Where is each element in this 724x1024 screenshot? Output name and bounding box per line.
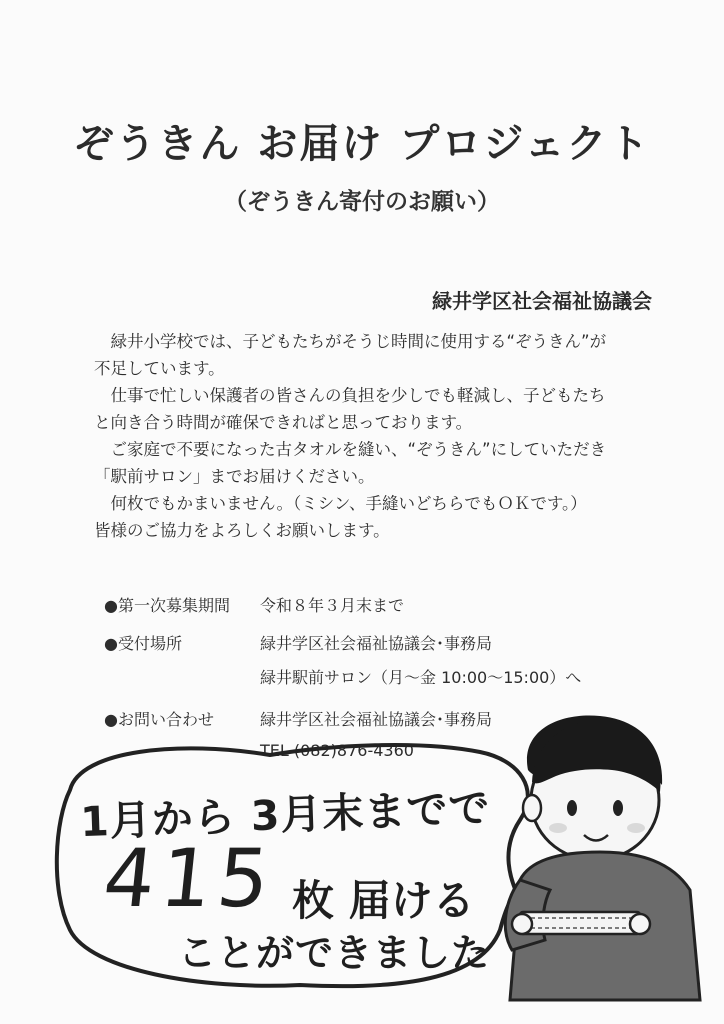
place-value-2: 緑井駅前サロン（月～金 10:00～15:00）へ	[260, 668, 582, 687]
zoukin-icon	[520, 912, 640, 934]
boy-left-hand-icon	[512, 914, 532, 934]
boy-ear-icon	[523, 795, 541, 821]
body-paragraph-4: 何枚でもかまいません。（ミシン、手縫いどちらでもＯＫです。） 皆様のご協力をよろしくお願いします。	[94, 494, 587, 540]
handwritten-line-1: 1月から 3月末までで	[79, 783, 492, 847]
contact-value-2: TEL (082)876-4360	[260, 741, 414, 760]
boy-blush-left-icon	[549, 823, 567, 833]
period-value: 令和８年３月末まで	[260, 596, 405, 615]
boy-blush-right-icon	[627, 823, 645, 833]
page-title: ぞうきん お届け プロジェクト	[73, 121, 651, 167]
organization-name: 緑井学区社会福祉協議会	[432, 289, 652, 313]
place-value-1: 緑井学区社会福祉協議会･事務局	[260, 634, 493, 653]
handwritten-line-2: 枚 届ける	[292, 876, 475, 925]
body-paragraph-1: 緑井小学校では、子どもたちがそうじ時間に使用する“ぞうきん”が 不足しています。	[94, 332, 607, 378]
handwritten-count: 415	[99, 832, 280, 925]
period-label: ●第一次募集期間	[104, 596, 230, 615]
boy-left-eye-icon	[567, 800, 577, 816]
body-paragraph-3: ご家庭で不要になった古タオルを縫い、“ぞうきん”にしていただき 「駅前サロン」までお届けください。	[94, 440, 607, 486]
boy-right-hand-icon	[630, 914, 650, 934]
contact-label: ●お問い合わせ	[104, 710, 214, 729]
handwritten-line-3: ことができました	[178, 931, 491, 975]
body-paragraph-2: 仕事で忙しい保護者の皆さんの負担を少しでも軽減し、子どもたち と向き合う時間が確保できればと思っております。	[94, 386, 606, 432]
page-subtitle: （ぞうきん寄付のお願い）	[224, 189, 500, 215]
contact-value-1: 緑井学区社会福祉協議会･事務局	[260, 710, 493, 729]
boy-right-eye-icon	[613, 800, 623, 816]
place-label: ●受付場所	[104, 634, 182, 653]
